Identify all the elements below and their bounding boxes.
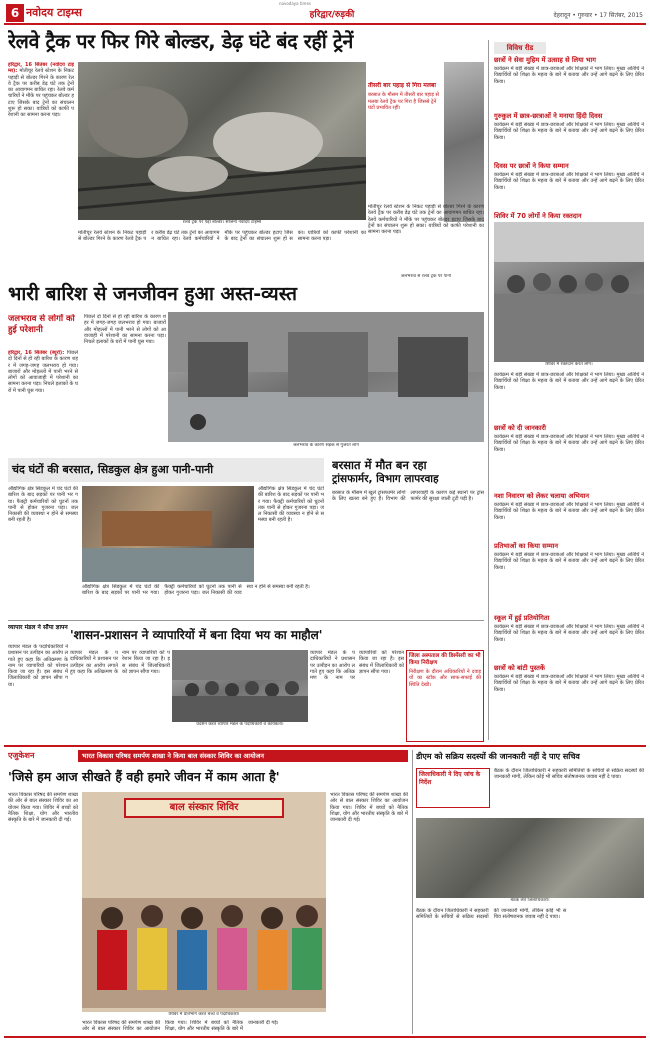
edu-photo-caption: शिविर में प्रतिभाग करते बच्चे व पदाधिकारी। bbox=[168, 1012, 240, 1017]
rain-photo-graphic bbox=[168, 312, 484, 442]
rain-photo bbox=[168, 312, 484, 442]
edu-banner: भारत विकास परिषद समर्पण शाखा ने किया बाल संस्कार शिविर का आयोजन bbox=[78, 750, 408, 762]
traders-photo-caption: प्रदर्शन करते व्यापार मंडल के पदाधिकारी व कार्यकर्ता। bbox=[196, 722, 284, 727]
lead-headline: रेलवे ट्रैक पर फिर गिरे बोल्डर, डेढ़ घंटे बंद रहीं ट्रेनें bbox=[8, 30, 354, 53]
rain-photo-caption: जलभराव के कारण सड़क से गुजरते लोग bbox=[293, 443, 359, 448]
lead-photo bbox=[78, 62, 366, 220]
lead-photo-caption-right: जलभराव से रेलवे ट्रैक पर पानी bbox=[400, 274, 452, 279]
lead-body-col2: मोतीचूर रेलवे स्टेशन के निकट पहाड़ी से बोल्डर गिरने के कारण रेलवे ट्रैक पर करीब डेढ़ घंटे तक ट्रेनों का आवागमन बाधित रहा। रेलवे कर्मचारियों ने मौके पर पहुंचकर बोल्डर हटाए जिसके बाद ट्रेनों का संचालन शुरू हो सका। यात्रियों को काफी परेशानी का सामना करना पड़ा। bbox=[368, 204, 484, 236]
traders-box-head: जिला अस्पताल की डिस्पेंसरी का भी किया निरीक्षण bbox=[409, 653, 481, 666]
edu-headline: 'जिसे हम आज सीखते हैं वही हमारे जीवन में काम आता है' bbox=[8, 769, 280, 784]
dm-photo-caption: बैठक लेते जिलाधिकारी। bbox=[510, 898, 550, 903]
page-number: 6 bbox=[6, 4, 24, 22]
right-h7: प्रतिभाओं का किया सम्मान bbox=[494, 542, 559, 550]
right-h4: शिविर में 70 लोगों ने किया रक्तदान bbox=[494, 212, 582, 220]
lead-pullquote: तीसरी बार पहाड़ से गिरा मलबा bbox=[368, 82, 436, 89]
mid-rule bbox=[8, 620, 484, 621]
right-body-5: कार्यक्रम में बड़ी संख्या में छात्र-छात्राओं और शिक्षकों ने भाग लिया। मुख्य अतिथि ने विद्यार्थियों को शिक्षा के महत्व के बारे में बताया और उन्हें आगे बढ़ने के लिए प्रेरित किया। bbox=[494, 434, 644, 453]
page-date: देहरादून • गुरुवार • 17 सितंबर, 2015 bbox=[553, 12, 643, 19]
right-section-label: विविध रीड bbox=[494, 42, 546, 54]
traders-photo bbox=[172, 650, 308, 722]
brand-logo: नवोदय टाइम्स bbox=[26, 6, 82, 19]
header-rule bbox=[4, 23, 646, 25]
dm-photo bbox=[416, 818, 644, 898]
edu-rule bbox=[4, 745, 646, 747]
lead-body-text: मोतीचूर रेलवे स्टेशन के निकट पहाड़ी से बोल्डर गिरने के कारण रेलवे ट्रैक पर करीब डेढ़ घंटे तक ट्रेनों का आवागमन बाधित रहा। रेलवे कर्मचारियों ने मौके पर पहुंचकर बोल्डर हटाए जिसके बाद ट्रेनों का संचालन शुरू हो सका। यात्रियों को काफी परेशानी का सामना करना पड़ा। bbox=[8, 68, 74, 119]
edu-photo-banner: बाल संस्कार शिविर bbox=[124, 798, 284, 818]
right-body-4: कार्यक्रम में बड़ी संख्या में छात्र-छात्राओं और शिक्षकों ने भाग लिया। मुख्य अतिथि ने विद्यार्थियों को शिक्षा के महत्व के बारे में बताया और उन्हें आगे बढ़ने के लिए प्रेरित किया। bbox=[494, 372, 644, 391]
lead-body-col1 bbox=[8, 62, 74, 290]
top-tag: navodaya times bbox=[278, 1, 311, 6]
transformer-body: बरसात के मौसम में खुले ट्रांसफार्मर लोगों के लिए खतरा बने हुए हैं। विभाग की लापरवाही के कारण कई स्थानों पर ट्रांसफार्मर की सुरक्षा जाली टूटी पड़ी है। bbox=[332, 490, 484, 503]
edu-body-col1: भारत विकास परिषद की समर्पण शाखा की ओर से बाल संस्कार शिविर का आयोजन किया गया। शिविर में बच्चों को नैतिक शिक्षा, योग और भारतीय संस्कृति के बारे में जानकारी दी गई। bbox=[8, 792, 78, 824]
column-divider bbox=[488, 40, 489, 740]
lead-photo-graphic bbox=[78, 62, 366, 220]
right-h8: स्कूल में हुई प्रतियोगिता bbox=[494, 614, 550, 622]
right-h3: दिवस पर छात्रों ने किया सम्मान bbox=[494, 162, 569, 170]
traders-body-col1: व्यापार मंडल के पदाधिकारियों ने प्रशासन पर उत्पीड़न का आरोप लगाते हुए कहा कि अतिक्रमण के नाम पर व्यापारियों को परेशान किया जा रहा है। इस संबंध में जिलाधिकारी को ज्ञापन सौंपा गया। bbox=[70, 650, 170, 675]
sidcul-headline: चंद घंटों की बरसात, सिडकुल क्षेत्र हुआ पानी-पानी bbox=[12, 463, 214, 476]
right-photo-graphic bbox=[494, 222, 644, 362]
sidcul-body-col2: औद्योगिक क्षेत्र सिडकुल में चंद घंटों की बारिश के बाद सड़कों पर पानी भर गया। फैक्ट्री कर्मचारियों को घुटनों तक पानी से होकर गुजरना पड़ा। जल निकासी की व्यवस्था न होने से समस्या बनी रहती है। bbox=[258, 486, 324, 524]
traders-photo-graphic bbox=[172, 650, 308, 722]
traders-box bbox=[406, 650, 484, 742]
sidcul-photo-graphic bbox=[82, 486, 254, 582]
right-body-2: कार्यक्रम में बड़ी संख्या में छात्र-छात्राओं और शिक्षकों ने भाग लिया। मुख्य अतिथि ने विद्यार्थियों को शिक्षा के महत्व के बारे में बताया और उन्हें आगे बढ़ने के लिए प्रेरित किया। bbox=[494, 122, 644, 141]
edu-body-col2: भारत विकास परिषद की समर्पण शाखा की ओर से बाल संस्कार शिविर का आयोजन किया गया। शिविर में बच्चों को नैतिक शिक्षा, योग और भारतीय संस्कृति के बारे में जानकारी दी गई। bbox=[330, 792, 408, 824]
sidcul-body-bottom: औद्योगिक क्षेत्र सिडकुल में चंद घंटों की बारिश के बाद सड़कों पर पानी भर गया। फैक्ट्री कर्मचारियों को घुटनों तक पानी से होकर गुजरना पड़ा। जल निकासी की व्यवस्था न होने से समस्या बनी रहती है। bbox=[82, 584, 310, 597]
right-body-8: कार्यक्रम में बड़ी संख्या में छात्र-छात्राओं और शिक्षकों ने भाग लिया। मुख्य अतिथि ने विद्यार्थियों को शिक्षा के महत्व के बारे में बताया और उन्हें आगे बढ़ने के लिए प्रेरित किया। bbox=[494, 624, 644, 643]
sidcul-body-col1: औद्योगिक क्षेत्र सिडकुल में चंद घंटों की बारिश के बाद सड़कों पर पानी भर गया। फैक्ट्री कर्मचारियों को घुटनों तक पानी से होकर गुजरना पड़ा। जल निकासी की व्यवस्था न होने से समस्या बनी रहती है। bbox=[8, 486, 78, 524]
right-h6: नशा निवारण को लेकर चलाया अभियान bbox=[494, 492, 590, 500]
edu-photo bbox=[82, 792, 326, 1012]
sidcul-headline-box bbox=[8, 458, 324, 482]
rain-sidebar-head: जलभराव से लोगों को हुई परेशानी bbox=[8, 314, 75, 335]
right-photo bbox=[494, 222, 644, 362]
traders-side-head: व्यापार मंडल ने सौंपा ज्ञापन bbox=[8, 624, 68, 631]
right-h9: छात्रों को बांटी पुस्तकें bbox=[494, 664, 545, 672]
lead-photo-caption: रेलवे ट्रैक पर पड़ा बोल्डर। सौजन्य नवोदय टाइम्स bbox=[182, 220, 262, 225]
traders-body-col2: व्यापार मंडल के पदाधिकारियों ने प्रशासन पर उत्पीड़न का आरोप लगाते हुए कहा कि अतिक्रमण के नाम पर व्यापारियों को परेशान किया जा रहा है। इस संबंध में जिलाधिकारी को ज्ञापन सौंपा गया। bbox=[310, 650, 404, 682]
traders-side-body: व्यापार मंडल के पदाधिकारियों ने प्रशासन पर उत्पीड़न का आरोप लगाते हुए कहा कि अतिक्रमण के नाम पर व्यापारियों को परेशान किया जा रहा है। इस संबंध में जिलाधिकारी को ज्ञापन सौंपा गया। bbox=[8, 644, 68, 688]
rain-headline: भारी बारिश से जनजीवन हुआ अस्त-व्यस्त bbox=[8, 283, 297, 305]
edu-label: एजुकेशन bbox=[8, 751, 35, 760]
traders-box-body: निरीक्षण के दौरान अधिकारियों ने दवाइयों का स्टॉक और साफ-सफाई की स्थिति देखी। bbox=[409, 669, 481, 688]
right-h5: छात्रों को दी जानकारी bbox=[494, 424, 546, 432]
edu-divider bbox=[412, 750, 413, 1034]
edu-body-bottom: भारत विकास परिषद की समर्पण शाखा की ओर से बाल संस्कार शिविर का आयोजन किया गया। शिविर में बच्चों को नैतिक शिक्षा, योग और भारतीय संस्कृति के बारे में जानकारी दी गई। bbox=[82, 1020, 279, 1033]
rain-body-col1 bbox=[8, 350, 78, 450]
right-h1: छात्रों ने सेवा मुहिम में उत्साह से लिया भाग bbox=[494, 56, 596, 64]
rain-dateline: हरिद्वार, 16 सितंबर (ब्यूरो): bbox=[8, 350, 67, 356]
dm-headline: डीएम को सक्रिय सदस्यों की जानकारी नहीं दे पाए सचिव bbox=[416, 752, 580, 761]
right-body-1: कार्यक्रम में बड़ी संख्या में छात्र-छात्राओं और शिक्षकों ने भाग लिया। मुख्य अतिथि ने विद्यार्थियों को शिक्षा के महत्व के बारे में बताया और उन्हें आगे बढ़ने के लिए प्रेरित किया। bbox=[494, 66, 644, 85]
lead-pullquote-box bbox=[368, 82, 440, 202]
dm-body-1: बैठक के दौरान जिलाधिकारी ने सहकारी समितियों के सचिवों से सक्रिय सदस्यों की जानकारी मांगी, लेकिन कोई भी सचिव संतोषजनक जवाब नहीं दे पाया। bbox=[494, 768, 644, 781]
edition-label: हरिद्वार/रुड़की bbox=[309, 10, 355, 20]
transformer-headline-1: बरसात में मौत बन रहा bbox=[332, 458, 427, 472]
sidcul-photo bbox=[82, 486, 254, 582]
rain-body-text: पिछले दो दिनों से हो रही बारिश के कारण शहर में जगह-जगह जलभराव हो गया। बाजारों और मोहल्लों में पानी भरने से लोगों को आवाजाही में परेशानी का सामना करना पड़ा। निचले इलाकों के घरों में पानी घुस गया। bbox=[8, 350, 78, 394]
edu-photo-graphic bbox=[82, 818, 326, 1008]
lead-pullquote-body: बरसात के मौसम में तीसरी बार पहाड़ से मलबा रेलवे ट्रैक पर गिरा है जिससे ट्रेनें घंटों प्रभावित रहीं। bbox=[368, 92, 439, 111]
right-photo-caption: शिविर में रक्तदान करते लोग। bbox=[545, 362, 593, 367]
lead-photo-right bbox=[444, 62, 484, 222]
right-h2: गुरुकुल में छात्र-छात्राओं ने मनाया हिंदी दिवस bbox=[494, 112, 603, 120]
lead-body-col3: मोतीचूर रेलवे स्टेशन के निकट पहाड़ी से बोल्डर गिरने के कारण रेलवे ट्रैक पर करीब डेढ़ घंटे तक ट्रेनों का आवागमन बाधित रहा। रेलवे कर्मचारियों ने मौके पर पहुंचकर बोल्डर हटाए जिसके बाद ट्रेनों का संचालन शुरू हो सका। यात्रियों को काफी परेशानी का सामना करना पड़ा। bbox=[78, 230, 366, 243]
lead-dateline: हरिद्वार, 16 सितंबर (नवोदय टाइम्स): bbox=[8, 62, 74, 75]
rain-body-col2: पिछले दो दिनों से हो रही बारिश के कारण शहर में जगह-जगह जलभराव हो गया। बाजारों और मोहल्लों में पानी भरने से लोगों को आवाजाही में परेशानी का सामना करना पड़ा। निचले इलाकों के घरों में पानी घुस गया। bbox=[84, 314, 166, 346]
right-body-9: कार्यक्रम में बड़ी संख्या में छात्र-छात्राओं और शिक्षकों ने भाग लिया। मुख्य अतिथि ने विद्यार्थियों को शिक्षा के महत्व के बारे में बताया और उन्हें आगे बढ़ने के लिए प्रेरित किया। bbox=[494, 674, 644, 693]
traders-headline: 'शासन-प्रशासन ने व्यापारियों में बना दिया भय का माहौल' bbox=[70, 628, 323, 642]
right-body-3: कार्यक्रम में बड़ी संख्या में छात्र-छात्राओं और शिक्षकों ने भाग लिया। मुख्य अतिथि ने विद्यार्थियों को शिक्षा के महत्व के बारे में बताया और उन्हें आगे बढ़ने के लिए प्रेरित किया। bbox=[494, 172, 644, 191]
right-body-6: कार्यक्रम में बड़ी संख्या में छात्र-छात्राओं और शिक्षकों ने भाग लिया। मुख्य अतिथि ने विद्यार्थियों को शिक्षा के महत्व के बारे में बताया और उन्हें आगे बढ़ने के लिए प्रेरित किया। bbox=[494, 502, 644, 521]
transformer-headline-2: ट्रांसफार्मर, विभाग लापरवाह bbox=[332, 473, 439, 485]
footer-rule bbox=[4, 1036, 646, 1038]
right-body-7: कार्यक्रम में बड़ी संख्या में छात्र-छात्राओं और शिक्षकों ने भाग लिया। मुख्य अतिथि ने विद्यार्थियों को शिक्षा के महत्व के बारे में बताया और उन्हें आगे बढ़ने के लिए प्रेरित किया। bbox=[494, 552, 644, 571]
dm-body-2: बैठक के दौरान जिलाधिकारी ने सहकारी समितियों के सचिवों से सक्रिय सदस्यों की जानकारी मांगी, लेकिन कोई भी सचिव संतोषजनक जवाब नहीं दे पाया। bbox=[416, 908, 567, 921]
dm-box: जिलाधिकारी ने दिए जांच के निर्देश bbox=[416, 768, 490, 808]
